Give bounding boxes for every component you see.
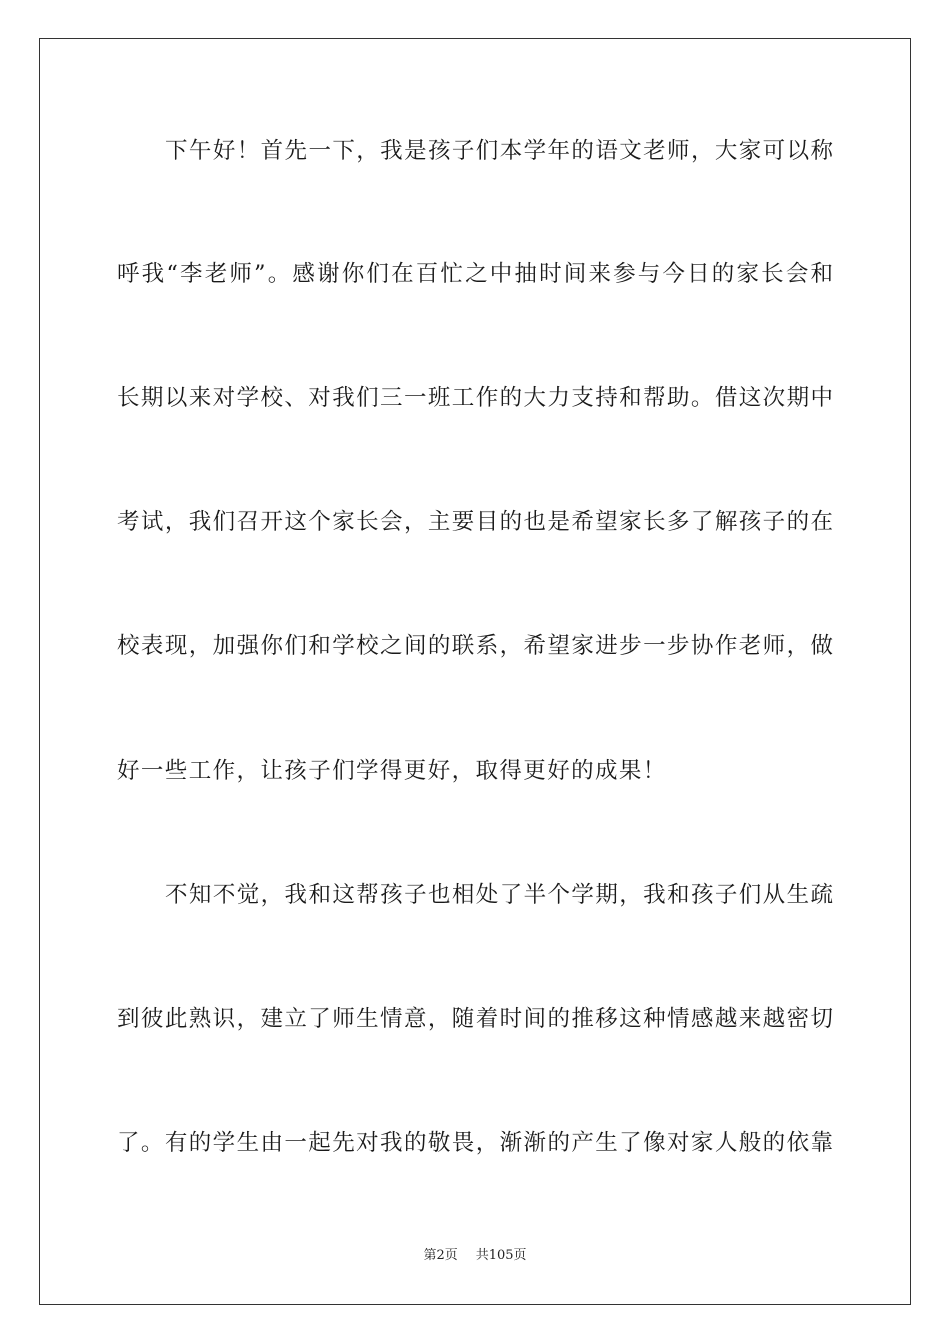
paragraph-1-line-3: 长期以来对学校、对我们三一班工作的大力支持和帮助。借这次期中 xyxy=(117,385,833,411)
paragraph-2-line-2: 到彼此熟识，建立了师生情意，随着时间的推移这种情感越来越密切 xyxy=(117,1006,833,1032)
page-footer xyxy=(0,1247,950,1265)
paragraph-1-line-6: 好一些工作，让孩子们学得更好，取得更好的成果！ xyxy=(117,758,667,784)
page-border xyxy=(39,38,911,1305)
paragraph-1-line-2: 呼我“李老师”。感谢你们在百忙之中抽时间来参与今日的家长会和 xyxy=(117,261,833,287)
page-number: 第2页 xyxy=(423,1248,458,1263)
paragraph-1-line-1: 下午好！首先一下，我是孩子们本学年的语文老师，大家可以称 xyxy=(165,138,833,164)
paragraph-1-line-5: 校表现，加强你们和学校之间的联系，希望家进步一步协作老师，做 xyxy=(117,633,833,659)
paragraph-2-line-3: 了。有的学生由一起先对我的敬畏，渐渐的产生了像对家人般的依靠 xyxy=(117,1130,833,1156)
paragraph-2-line-1: 不知不觉，我和这帮孩子也相处了半个学期，我和孩子们从生疏 xyxy=(165,882,833,908)
page-total: 共105页 xyxy=(475,1248,527,1263)
paragraph-1-line-4: 考试，我们召开这个家长会，主要目的也是希望家长多了解孩子的在 xyxy=(117,509,833,535)
